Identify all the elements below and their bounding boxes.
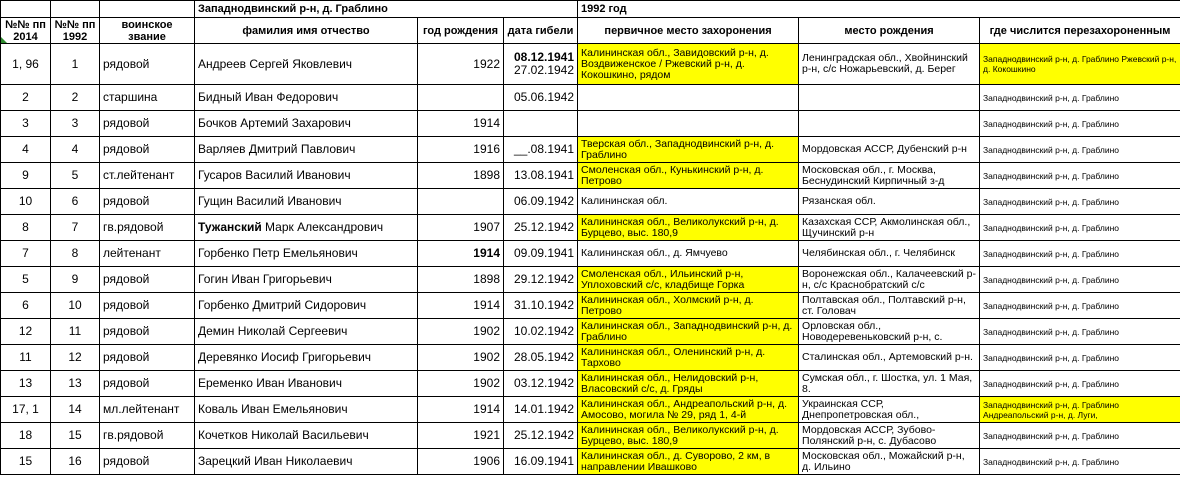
death-date-secondary: 27.02.1942 bbox=[513, 63, 575, 77]
cell-rank: рядовой bbox=[100, 371, 195, 397]
cell-death-date: 13.08.1941 bbox=[504, 163, 578, 189]
year-title: 1992 год bbox=[578, 1, 1180, 18]
table-row bbox=[1, 319, 1180, 345]
cell-num-1992: 3 bbox=[51, 111, 100, 137]
cell-num-2014: 13 bbox=[1, 371, 51, 397]
cell-primary-burial: Калининская обл., Холмский р-н, д. Петрово bbox=[578, 293, 799, 319]
cell-num-1992: 4 bbox=[51, 137, 100, 163]
table-row bbox=[1, 345, 1180, 371]
cell-num-1992: 10 bbox=[51, 293, 100, 319]
cell-num-2014: 2 bbox=[1, 85, 51, 111]
cell-rank: рядовой bbox=[100, 345, 195, 371]
header-rank: воинское звание bbox=[100, 18, 195, 44]
cell-birth-year: 1902 bbox=[418, 371, 504, 397]
cell-rank: старшина bbox=[100, 85, 195, 111]
cell-name: Горбенко Дмитрий Сидорович bbox=[195, 293, 418, 319]
cell-birth-year: 1906 bbox=[418, 449, 504, 475]
cell-num-2014: 6 bbox=[1, 293, 51, 319]
header-birth-year: год рождения bbox=[418, 18, 504, 44]
header-primary-burial: первичное место захоронения bbox=[578, 18, 799, 44]
cell-rank: рядовой bbox=[100, 189, 195, 215]
cell-num-2014: 15 bbox=[1, 449, 51, 475]
cell-death-date: 16.09.1941 bbox=[504, 449, 578, 475]
cell-rank: гв.рядовой bbox=[100, 423, 195, 449]
header-birthplace: место рождения bbox=[799, 18, 980, 44]
table-row bbox=[1, 215, 1180, 241]
cell-birthplace: Казахская ССР, Акмолинская обл., Щучинский р-н bbox=[799, 215, 980, 241]
cell-num-1992: 2 bbox=[51, 85, 100, 111]
cell-primary-burial: Калининская обл., д. Ямчуево bbox=[578, 241, 799, 267]
cell-rank: рядовой bbox=[100, 293, 195, 319]
cell-name: Бидный Иван Федорович bbox=[195, 85, 418, 111]
cell-birth-year: 1902 bbox=[418, 319, 504, 345]
cell-num-1992: 1 bbox=[51, 44, 100, 85]
cell-birth-year: 1907 bbox=[418, 215, 504, 241]
cell-birthplace: Челябинская обл., г. Челябинск bbox=[799, 241, 980, 267]
cell-death-date: 31.10.1942 bbox=[504, 293, 578, 319]
cell-rank: рядовой bbox=[100, 44, 195, 85]
cell-name: Гогин Иван Григорьевич bbox=[195, 267, 418, 293]
table-row bbox=[1, 137, 1180, 163]
cell-num-1992: 11 bbox=[51, 319, 100, 345]
cell-death-date: 05.06.1942 bbox=[504, 85, 578, 111]
cell-num-2014: 18 bbox=[1, 423, 51, 449]
cell-name: Коваль Иван Емельянович bbox=[195, 397, 418, 423]
cell-num-1992: 15 bbox=[51, 423, 100, 449]
table-row bbox=[1, 241, 1180, 267]
cell-reburied: Западнодвинский р-н, д. Граблино bbox=[980, 189, 1180, 215]
cell-primary-burial: Тверская обл., Западнодвинский р-н, д. Граблино bbox=[578, 137, 799, 163]
cell-reburied: Западнодвинский р-н, д. Граблино bbox=[980, 371, 1180, 397]
cell-death-date: 10.02.1942 bbox=[504, 319, 578, 345]
cell-name: Бочков Артемий Захарович bbox=[195, 111, 418, 137]
cell-death-date: 03.12.1942 bbox=[504, 371, 578, 397]
location-title: Западнодвинский р-н, д. Граблино bbox=[195, 1, 578, 18]
cell-birthplace: Ленинградская обл., Хвойнинский р-н, с/с Ножарьевский, д. Берег bbox=[799, 44, 980, 85]
cell-birthplace: Воронежская обл., Калачеевский р-н, с/с Краснобратский с/с bbox=[799, 267, 980, 293]
cell-birthplace bbox=[799, 111, 980, 137]
cell-death-date: 29.12.1942 bbox=[504, 267, 578, 293]
title-row bbox=[1, 1, 1180, 18]
table-row bbox=[1, 397, 1180, 423]
cell-birthplace: Сумская обл., г. Шостка, ул. 1 Мая, 8. bbox=[799, 371, 980, 397]
cell-primary-burial: Смоленская обл., Ильинский р-н, Уплоховский с/с, кладбище Горка bbox=[578, 267, 799, 293]
cell-rank: рядовой bbox=[100, 267, 195, 293]
cell-death-date: 25.12.1942 bbox=[504, 215, 578, 241]
cell-death-date: 28.05.1942 bbox=[504, 345, 578, 371]
cell-birth-year: 1914 bbox=[418, 241, 504, 267]
cell-primary-burial: Калининская обл. bbox=[578, 189, 799, 215]
header-row bbox=[1, 18, 1180, 44]
cell-num-1992: 12 bbox=[51, 345, 100, 371]
cell-birth-year bbox=[418, 189, 504, 215]
given-names: Марк Александрович bbox=[261, 220, 384, 234]
cell-num-1992: 8 bbox=[51, 241, 100, 267]
header-death-date: дата гибели bbox=[504, 18, 578, 44]
header-num-2014: №№ пп 2014 bbox=[1, 18, 51, 44]
cell-reburied: Западнодвинский р-н, д. Граблино bbox=[980, 85, 1180, 111]
cell-num-2014: 5 bbox=[1, 267, 51, 293]
cell-num-1992: 16 bbox=[51, 449, 100, 475]
cell-num-1992: 9 bbox=[51, 267, 100, 293]
cell-birth-year: 1902 bbox=[418, 345, 504, 371]
cell-name: Горбенко Петр Емельянович bbox=[195, 241, 418, 267]
cell-birthplace: Московская обл., Можайский р-н, д. Ильино bbox=[799, 449, 980, 475]
cell-birthplace bbox=[799, 85, 980, 111]
cell-num-2014: 7 bbox=[1, 241, 51, 267]
cell-birthplace: Полтавская обл., Полтавский р-н, ст. Головач bbox=[799, 293, 980, 319]
cell-birthplace: Рязанская обл. bbox=[799, 189, 980, 215]
cell-primary-burial: Калининская обл., Завидовский р-н, д. Воздвиженское / Ржевский р-н, д. Кокошкино, рядом bbox=[578, 44, 799, 85]
cell-rank: лейтенант bbox=[100, 241, 195, 267]
cell-name: Демин Николай Сергеевич bbox=[195, 319, 418, 345]
cell-death-date bbox=[504, 111, 578, 137]
cell-primary-burial: Калининская обл., д. Суворово, 2 км, в направлении Ивашково bbox=[578, 449, 799, 475]
cell-birthplace: Украинская ССР, Днепропетровская обл., bbox=[799, 397, 980, 423]
cell-death-date bbox=[504, 44, 578, 85]
cell-num-1992: 13 bbox=[51, 371, 100, 397]
cell-death-date: 09.09.1941 bbox=[504, 241, 578, 267]
death-date-primary: 08.12.1941 bbox=[513, 50, 575, 64]
cell-birthplace: Мордовская АССР, Дубенский р-н bbox=[799, 137, 980, 163]
cell-num-2014: 10 bbox=[1, 189, 51, 215]
cell-birth-year: 1914 bbox=[418, 293, 504, 319]
cell-reburied: Западнодвинский р-н, д. Граблино bbox=[980, 163, 1180, 189]
cell-reburied: Западнодвинский р-н, д. Граблино bbox=[980, 137, 1180, 163]
header-name: фамилия имя отчество bbox=[195, 18, 418, 44]
cell-num-1992: 5 bbox=[51, 163, 100, 189]
cell-birth-year: 1916 bbox=[418, 137, 504, 163]
cell-birth-year: 1898 bbox=[418, 163, 504, 189]
cell-reburied: Западнодвинский р-н, д. Граблино bbox=[980, 319, 1180, 345]
cell-reburied: Западнодвинский р-н, д. Граблино bbox=[980, 215, 1180, 241]
cell-reburied: Западнодвинский р-н, д. Граблино bbox=[980, 267, 1180, 293]
table-row bbox=[1, 449, 1180, 475]
cell-birth-year: 1922 bbox=[418, 44, 504, 85]
table-row bbox=[1, 423, 1180, 449]
surname-bold: Тужанский bbox=[198, 220, 262, 234]
cell-name: Кочетков Николай Васильевич bbox=[195, 423, 418, 449]
cell-name bbox=[195, 215, 418, 241]
cell-primary-burial: Калининская обл., Нелидовский р-н, Власовский с/с, д. Гряды bbox=[578, 371, 799, 397]
cell-primary-burial bbox=[578, 111, 799, 137]
cell-birth-year: 1914 bbox=[418, 397, 504, 423]
header-reburied: где числится перезахороненным bbox=[980, 18, 1180, 44]
cell-rank: рядовой bbox=[100, 137, 195, 163]
cell-rank: ст.лейтенант bbox=[100, 163, 195, 189]
header-num-1992: №№ пп 1992 bbox=[51, 18, 100, 44]
cell-birth-year: 1921 bbox=[418, 423, 504, 449]
cell-name: Еременко Иван Иванович bbox=[195, 371, 418, 397]
table-row bbox=[1, 85, 1180, 111]
cell-name: Деревянко Иосиф Григорьевич bbox=[195, 345, 418, 371]
cell-death-date: 14.01.1942 bbox=[504, 397, 578, 423]
cell-num-2014: 9 bbox=[1, 163, 51, 189]
cell-birthplace: Орловская обл., Новодеревеньковский р-н, с. bbox=[799, 319, 980, 345]
cell-num-2014: 8 bbox=[1, 215, 51, 241]
table-row bbox=[1, 111, 1180, 137]
cell-num-2014: 4 bbox=[1, 137, 51, 163]
table-row bbox=[1, 163, 1180, 189]
cell-num-2014: 11 bbox=[1, 345, 51, 371]
cell-reburied: Западнодвинский р-н, д. Граблино bbox=[980, 241, 1180, 267]
cell-name: Зарецкий Иван Николаевич bbox=[195, 449, 418, 475]
cell-rank: рядовой bbox=[100, 111, 195, 137]
cell-birthplace: Сталинская обл., Артемовский р-н. bbox=[799, 345, 980, 371]
table-row bbox=[1, 267, 1180, 293]
cell-name: Гущин Василий Иванович bbox=[195, 189, 418, 215]
cell-reburied: Западнодвинский р-н, д. Граблино bbox=[980, 345, 1180, 371]
cell-rank: гв.рядовой bbox=[100, 215, 195, 241]
table-row bbox=[1, 293, 1180, 319]
cell-birth-year: 1914 bbox=[418, 111, 504, 137]
cell-primary-burial: Калининская обл., Западнодвинский р-н, д. Граблино bbox=[578, 319, 799, 345]
cell-primary-burial bbox=[578, 85, 799, 111]
cell-birthplace: Московская обл., г. Москва, Беснудинский Кирпичный з-д bbox=[799, 163, 980, 189]
table-row bbox=[1, 189, 1180, 215]
cell-primary-burial: Калининская обл., Андреапольский р-н, д. Амосово, могила № 29, ряд 1, 4-й bbox=[578, 397, 799, 423]
cell-death-date: 06.09.1942 bbox=[504, 189, 578, 215]
cell-name: Гусаров Василий Иванович bbox=[195, 163, 418, 189]
cell-rank: мл.лейтенант bbox=[100, 397, 195, 423]
cell-num-1992: 7 bbox=[51, 215, 100, 241]
cell-birthplace: Мордовская АССР, Зубово-Полянский р-н, с. Дубасово bbox=[799, 423, 980, 449]
cell-reburied: Западнодвинский р-н, д. Граблино bbox=[980, 449, 1180, 475]
cell-primary-burial: Калининская обл., Великолукский р-н, д. Бурцево, выс. 180,9 bbox=[578, 423, 799, 449]
table-row bbox=[1, 371, 1180, 397]
cell-num-1992: 14 bbox=[51, 397, 100, 423]
cell-name: Андреев Сергей Яковлевич bbox=[195, 44, 418, 85]
cell-num-2014: 17, 1 bbox=[1, 397, 51, 423]
cell-num-2014: 12 bbox=[1, 319, 51, 345]
cell-reburied: Западнодвинский р-н, д. Граблино Ржевский р-н, д. Кокошкино bbox=[980, 44, 1180, 85]
cell-name: Варляев Дмитрий Павлович bbox=[195, 137, 418, 163]
cell-birth-year: 1898 bbox=[418, 267, 504, 293]
cell-reburied: Западнодвинский р-н, д. Граблино bbox=[980, 423, 1180, 449]
cell-rank: рядовой bbox=[100, 319, 195, 345]
cell-reburied: Западнодвинский р-н, д. Граблино bbox=[980, 293, 1180, 319]
cell-num-2014: 1, 96 bbox=[1, 44, 51, 85]
cell-reburied: Западнодвинский р-н, д. Граблино Андреапольский р-н, д. Луги, bbox=[980, 397, 1180, 423]
cell-primary-burial: Смоленская обл., Кунькинский р-н, д. Петрово bbox=[578, 163, 799, 189]
cell-num-1992: 6 bbox=[51, 189, 100, 215]
cell-rank: рядовой bbox=[100, 449, 195, 475]
cell-primary-burial: Калининская обл., Оленинский р-н, д. Тархово bbox=[578, 345, 799, 371]
cell-death-date: __.08.1941 bbox=[504, 137, 578, 163]
table-row bbox=[1, 44, 1180, 85]
cell-primary-burial: Калининская обл., Великолукский р-н, д. Бурцево, выс. 180,9 bbox=[578, 215, 799, 241]
cell-death-date: 25.12.1942 bbox=[504, 423, 578, 449]
cell-reburied: Западнодвинский р-н, д. Граблино bbox=[980, 111, 1180, 137]
cell-num-2014: 3 bbox=[1, 111, 51, 137]
cell-birth-year bbox=[418, 85, 504, 111]
